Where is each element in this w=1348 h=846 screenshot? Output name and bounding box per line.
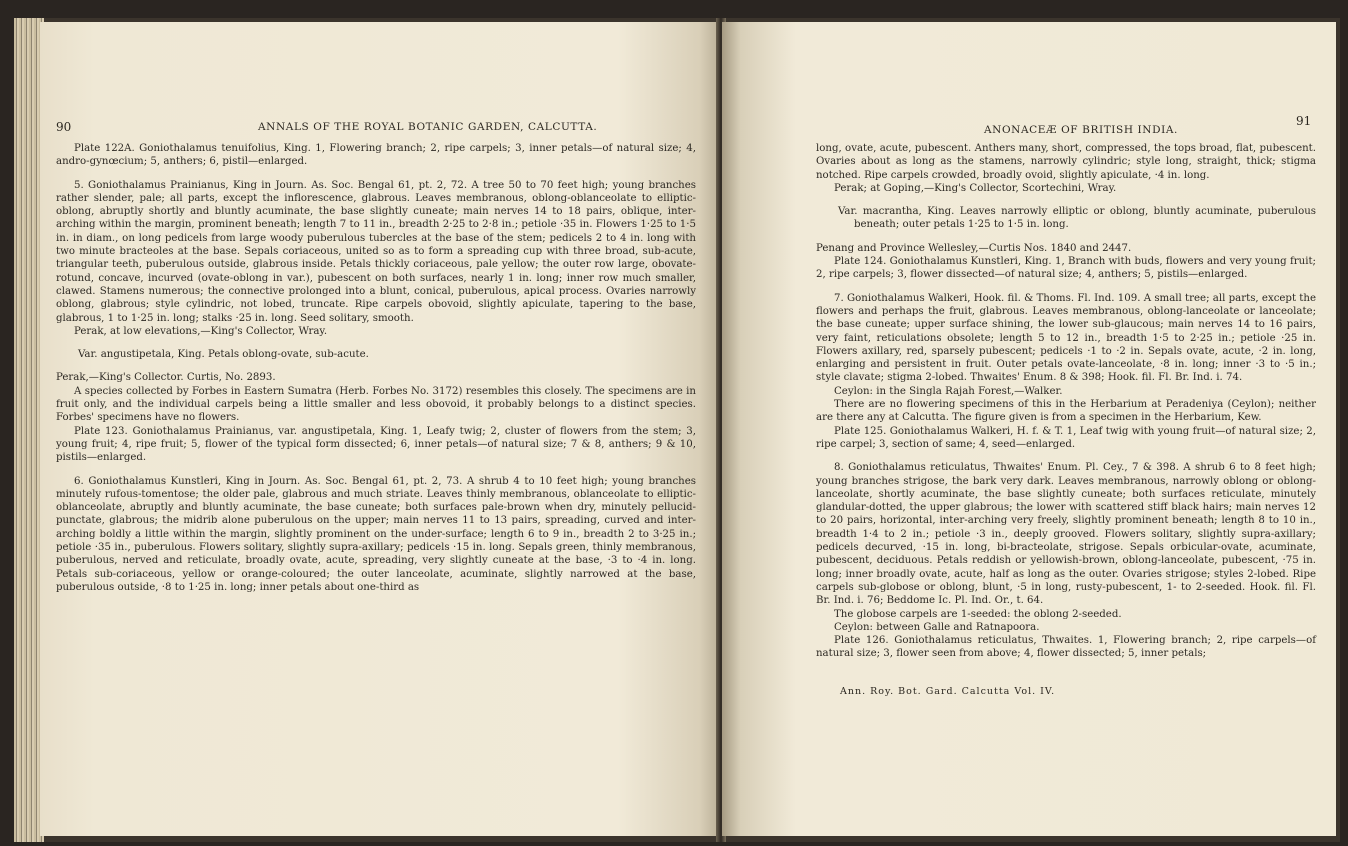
- running-head-right: ANONACEÆ OF BRITISH INDIA.: [984, 124, 1178, 136]
- species-description-reticulatus: 8. Goniothalamus reticulatus, Thwaites' Enum. Pl. Cey., 7 & 398. A shrub 6 to 8 feet high; young branches strigose, the bark very dark. Leaves membranous, narrowly oblong or oblong-lanceolate, shortly acuminate, the base slightly cuneate; both surfaces reticulate, minutely glandular-dotted, the upper glabrous; the lower with scattered stiff black hairs; main nerves 12 to 20 pairs, horizontal, inter-arching very freely, slightly prominent beneath; length 8 to 10 in., breadth 1·4 to 2 in.; petiole ·3 in., deeply grooved. Flowers solitary, slightly supra-axillary; pedicels decurved, ·15 in. long, bi-bracteolate, strigose. Sepals orbicular-ovate, acuminate, pubescent, deciduous. Petals reddish or yellowish-brown, oblong-lanceolate, pubescent, ·75 in. long; inner broadly ovate, acute, half as long as the outer. Ovaries strigose; styles 2-lobed. Ripe carpels sub-globose or oblong, blunt, ·5 in long, rusty-pubescent, 1- to 2-seeded. Hook. fil. Fl. Br. Ind. i. 76; Beddome Ic. Pl. Ind. Or., t. 64.: [816, 462, 1316, 607]
- locality-goping: Perak; at Goping,—King's Collector, Scortechini, Wray.: [834, 182, 1117, 194]
- species-description-walkeri: 7. Goniothalamus Walkeri, Hook. fil. & Thoms. Fl. Ind. 109. A small tree; all parts, except the flowers and perhaps the fruit, glabrous. Leaves membranous, oblong-lanceolate or lanceolate; the base cuneate; upper surface shining, the lower sub-glaucous; main nerves 14 to 16 pairs, very faint, reticulations obsolete; length 5 to 12 in., breadth 1·5 to 2·25 in.; petiole ·25 in. Flowers axillary, red, sparsely pubescent; pedicels ·1 to ·2 in. Sepals ovate, acute, ·2 in. long, enlarging and persistent in fruit. Outer petals ovate-lanceolate, ·8 in. long; inner ·3 to ·5 in.; style clavate; stigma 2-lobed. Thwaites' Enum. 8 & 398; Hook. fil. Fl. Br. Ind. i. 74.: [816, 292, 1316, 384]
- plate-caption-125: Plate 125. Goniothalamus Walkeri, H. f. & T. 1, Leaf twig with young fruit—of natural size; 2, ripe carpel; 3, section of same; 4, seed—enlarged.: [816, 425, 1316, 450]
- variety-macrantha: Var. macrantha, King. Leaves narrowly elliptic or oblong, bluntly acuminate, puberulous beneath; outer petals 1·25 to 1·5 in. long.: [838, 206, 1316, 231]
- locality-ceylon-galle: Ceylon: between Galle and Ratnapoora.: [834, 621, 1040, 633]
- plate-caption-126: Plate 126. Goniothalamus reticulatus, Thwaites. 1, Flowering branch; 2, ripe carpels—of natural size; 3, flower seen from above; 4, flower dissected; 5, inner petals;: [816, 635, 1316, 660]
- continued-description-kunstleri: long, ovate, acute, pubescent. Anthers many, short, compressed, the tops broad, flat, pubescent. Ovaries about as long as the stamens, narrowly cylindric; style long, straight, thick; stigma notched. Ripe carpels crowded, broadly ovoid, slightly apiculate, ·4 in. long.: [816, 143, 1316, 181]
- locality-perak: Perak, at low elevations,—King's Collector, Wray.: [74, 325, 328, 337]
- left-text-column: [56, 142, 696, 594]
- page-number-left: 90: [56, 120, 72, 134]
- right-page: [722, 22, 1336, 836]
- variety-angustipetala: Var. angustipetala, King. Petals oblong-ovate, sub-acute.: [78, 349, 369, 361]
- locality-perak-curtis: Perak,—King's Collector. Curtis, No. 2893.: [56, 372, 276, 384]
- species-description-prainianus: 5. Goniothalamus Prainianus, King in Journ. As. Soc. Bengal 61, pt. 2, 72. A tree 50 to 70 feet high; young branches rather slender, pale; all parts, except the inflorescence, glabrous. Leaves membranous, oblong-oblanceolate to elliptic-oblong, abruptly shortly and bluntly acuminate, the base slightly cuneate; main nerves 14 to 18 pairs, oblique, inter-arching within the margin, prominent beneath; length 7 to 11 in., breadth 2·25 to 2·8 in.; petiole ·35 in. Flowers 1·25 to 1·5 in. in diam., on long pedicels from large woody puberulous tubercles at the base of the stem; pedicels 2 to 4 in. long with two minute bracteoles at the base. Sepals coriaceous, united so as to form a spreading cup with three broad, sub-acute, triangular teeth, puberulous outside, glabrous inside. Petals thickly coriaceous, pale yellow; the outer row large, obovate-rotund, concave, incurved (ovate-oblong in var.), pubescent on both surfaces, nearly 1 in. long; inner row much smaller, clawed. Stamens numerous; the connective prolonged into a blunt, conical, puberulous, apical process. Ovaries narrowly oblong, glabrous; style cylindric, not lobed, truncate. Ripe carpels obovoid, slightly apiculate, tapering to the base, glabrous, 1 to 1·25 in. long; stalks ·25 in. long. Seed solitary, smooth.: [56, 179, 696, 324]
- note-forbes-sumatra: A species collected by Forbes in Eastern Sumatra (Herb. Forbes No. 3172) resembles this closely. The specimens are in fruit only, and the individual carpels being a little smaller and less obovoid, it probably belongs to a distinct species. Forbes' specimens have no flowers.: [56, 385, 696, 424]
- species-description-kunstleri: 6. Goniothalamus Kunstleri, King in Journ. As. Soc. Bengal 61, pt. 2, 73. A shrub 4 to 10 feet high; young branches minutely rufous-tomentose; the older pale, glabrous and much striate. Leaves thinly membranous, oblanceolate to elliptic-oblanceolate, abruptly and bluntly acuminate, the base cuneate; both surfaces pale-brown when dry, minutely pellucid-punctate, glabrous; the midrib alone puberulous on the upper; main nerves 11 to 13 pairs, spreading, curved and inter-arching boldly a little within the margin, slightly prominent on the under-surface; length 6 to 9 in., breadth 2 to 3·25 in.; petiole ·35 in., puberulous. Flowers solitary, slightly supra-axillary; pedicels ·15 in. long. Sepals green, thinly membranous, puberulous, nerved and reticulate, broadly ovate, acute, spreading, very slightly cuneate at the base, ·3 to ·4 in. long. Petals sub-coriaceous, yellow or orange-coloured; the outer lanceolate, acuminate, slightly narrowed at the base, puberulous outside, ·8 to 1·25 in. long; inner petals about one-third as: [56, 475, 696, 593]
- plate-caption-124: Plate 124. Goniothalamus Kunstleri, King. 1, Branch with buds, flowers and very young fruit; 2, ripe carpels; 3, flower dissected—of natural size; 4, anthers; 5, pistils—enlarged.: [816, 256, 1316, 281]
- right-text-column: [816, 142, 1316, 661]
- plate-caption-123: Plate 123. Goniothalamus Prainianus, var. angustipetala, King. 1, Leafy twig; 2, cluster of flowers from the stem; 3, young fruit; 4, ripe fruit; 5, flower of the typical form dissected; 6, inner petals—of natural size; 7 & 8, anthers; 9 & 10, pistils—enlarged.: [56, 425, 696, 464]
- left-page: [40, 22, 720, 836]
- locality-ceylon-singla: Ceylon: in the Singla Rajah Forest,—Walker.: [834, 385, 1063, 397]
- page-number-right: 91: [1296, 114, 1312, 128]
- locality-penang: Penang and Province Wellesley,—Curtis Nos. 1840 and 2447.: [816, 242, 1132, 254]
- note-carpels: The globose carpels are 1-seeded: the oblong 2-seeded.: [834, 608, 1122, 620]
- note-herbarium: There are no flowering specimens of this in the Herbarium at Peradeniya (Ceylon); neither are there any at Calcutta. The figure given is from a specimen in the Herbarium, Kew.: [816, 399, 1316, 424]
- plate-caption-122a: Plate 122A. Goniothalamus tenuifolius, King. 1, Flowering branch; 2, ripe carpels; 3, inner petals—of natural size; 4, andro-gynœcium; 5, anthers; 6, pistil—enlarged.: [56, 143, 696, 168]
- page-footer: Ann. Roy. Bot. Gard. Calcutta Vol. IV.: [840, 686, 1056, 697]
- running-head-left: ANNALS OF THE ROYAL BOTANIC GARDEN, CALCUTTA.: [258, 121, 598, 133]
